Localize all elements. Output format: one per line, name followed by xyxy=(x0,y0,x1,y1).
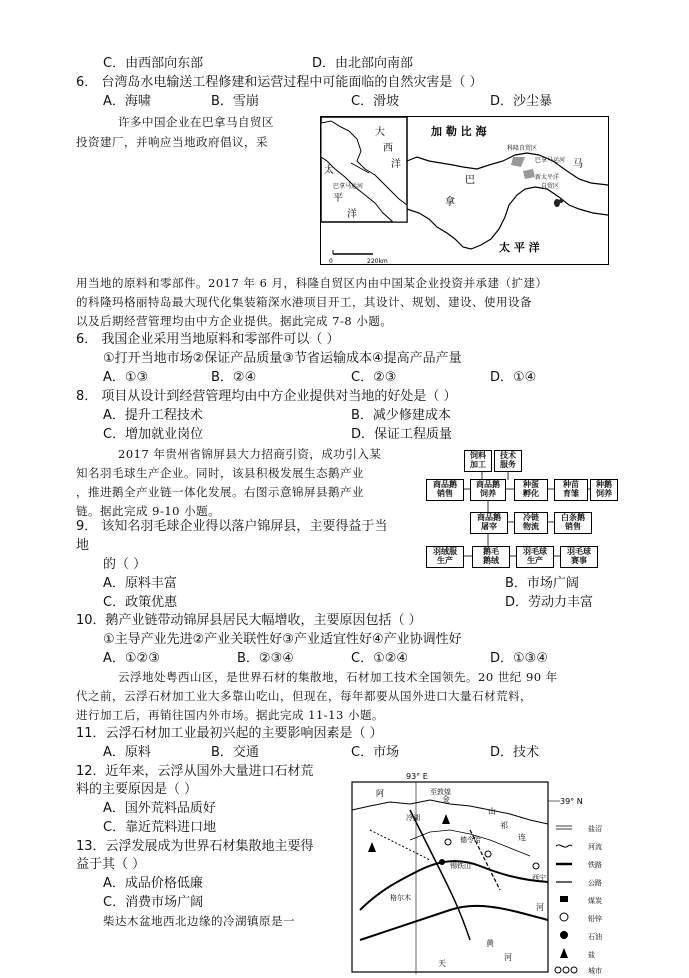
q6b-option-d: D．①④ xyxy=(490,370,537,385)
q6b-items: ①打开当地市场②保证产品质量③节省运输成本④提高产品产量 xyxy=(103,351,462,366)
stone-passage-line1: 云浮地处粤西山区，是世界石材的集散地，石材加工技术全国领先。20 世纪 90 年 xyxy=(118,670,558,684)
panama-map xyxy=(320,116,609,265)
place-dunhuang: 至敦煌 xyxy=(430,788,451,796)
q6-option-b: B．雪崩 xyxy=(211,94,259,109)
pacific-label: 太 平 洋 xyxy=(499,241,540,254)
q10-items: ①主导产业先进②产业关联性好③产业适宜性好④产业协调性好 xyxy=(103,632,462,647)
pacific-left-3: 洋 xyxy=(347,209,357,220)
new-pacific-label-2: 自贸区 xyxy=(541,183,560,190)
q12-stem-1: 12．近年来，云浮从国外大量进口石材荒 xyxy=(76,764,314,779)
legend-salt-symbol xyxy=(560,948,568,958)
q8-option-a: A．提升工程技术 xyxy=(103,408,203,423)
q6b-option-b: B．②④ xyxy=(211,370,257,385)
q9-stem-2: 地 xyxy=(76,538,90,553)
goose-passage-line2: 知名羽毛球生产企业。同时，该县积极发展生态鹅产业 xyxy=(76,466,364,480)
atlantic-label-3: 洋 xyxy=(391,159,401,170)
map-char-5: 连 xyxy=(518,833,526,842)
q9-option-a: A．原料丰富 xyxy=(103,576,177,591)
map-char-2: 金 xyxy=(442,795,450,804)
q6-stem: 6． 台湾岛水电输送工程修建和运营过程中可能面临的自然灾害是（ ） xyxy=(76,75,483,90)
q10-stem: 10．鹅产业链带动锦屏县居民大幅增收，主要原因包括（ ） xyxy=(76,613,422,628)
goose-passage-line4: 链。据此完成 9-10 小题。 xyxy=(76,504,221,518)
lat-label: 39° N xyxy=(560,797,583,806)
q12-option-a: A．国外荒料品质好 xyxy=(103,801,216,816)
legend-river: 河流 xyxy=(588,843,602,851)
flow-ball: 羽毛球 生产 xyxy=(516,546,554,568)
atlantic-label-2: 西 xyxy=(383,143,393,154)
prev-option-d: D．由北部向南部 xyxy=(312,56,414,71)
q12-option-c: C．靠近荒料进口地 xyxy=(103,820,217,835)
map-char-8: 河 xyxy=(504,953,512,962)
q13-stem-1: 13．云浮发展成为世界石材集散地主要得 xyxy=(76,839,314,854)
q8-option-d: D．保证工程质量 xyxy=(351,427,453,442)
qaidam-passage-line1: 柴达木盆地西北边缘的冷湖镇原是一 xyxy=(103,914,295,928)
legend-salt-marsh: 盐沼 xyxy=(588,825,602,833)
legend-city: 城市 xyxy=(588,967,602,974)
q6-option-c: C．滑坡 xyxy=(351,94,400,109)
q6b-stem: 6． 我国企业采用当地原料和零部件可以（ ） xyxy=(76,332,340,347)
q9-stem-3: 的（ ） xyxy=(103,557,147,572)
q10-option-d: D．①③④ xyxy=(490,651,548,666)
q13-stem-2: 益于其（ ） xyxy=(76,857,146,872)
q13-option-a: A．成品价格低廉 xyxy=(103,876,203,891)
q8-stem: 8． 项目从设计到经营管理均由中方企业提供对当地的好处是（ ） xyxy=(76,389,457,404)
q9-option-b: B．市场广阔 xyxy=(505,576,579,591)
legend-city-symbol xyxy=(555,967,561,973)
q9-option-c: C．政策优惠 xyxy=(103,595,178,610)
q8-option-c: C．增加就业岗位 xyxy=(103,427,204,442)
scale-label: 220km xyxy=(367,258,388,264)
q10-option-b: B．②③④ xyxy=(237,651,294,666)
country-label-3: 马 xyxy=(573,159,583,170)
colon-label: 科隆自贸区 xyxy=(507,145,538,152)
atlantic-label-1: 大 xyxy=(375,127,385,138)
flow-tech: 技术 服务 xyxy=(494,450,522,472)
goose-passage-line3: ，推进鹅全产业链一体化发展。右图示意锦屏县鹅产业 xyxy=(76,485,364,499)
canal-label: 巴拿马运河 xyxy=(535,157,566,164)
legend-oil-symbol xyxy=(560,931,568,939)
legend-coal-symbol xyxy=(560,896,568,902)
panama-passage-line2: 投资建厂，并响应当地政府倡议，采 xyxy=(76,135,268,149)
legend-oil: 石油 xyxy=(588,933,602,941)
map-char-7: 黄 xyxy=(486,939,494,948)
qaidam-map xyxy=(350,770,612,974)
flow-cold: 冷链 物流 xyxy=(514,512,548,534)
q9-option-d: D．劳动力丰富 xyxy=(505,595,594,610)
q10-option-a: A．①②③ xyxy=(103,651,160,666)
flow-sales: 商品鹅 销售 xyxy=(426,479,464,501)
q11-stem: 11．云浮石材加工业最初兴起的主要影响因素是（ ） xyxy=(76,726,383,741)
place-delingha: 德令哈 xyxy=(460,836,481,844)
goose-industry-flowchart xyxy=(422,446,618,576)
legend-railway: 铁路 xyxy=(588,861,602,869)
map-char-1: 阿 xyxy=(376,789,384,798)
legend-river-symbol xyxy=(556,845,572,847)
q8-option-b: B．减少修建成本 xyxy=(351,408,451,423)
scale-zero: 0 xyxy=(329,258,333,264)
flow-feed: 饲料 加工 xyxy=(464,450,492,472)
legend-road: 公路 xyxy=(588,879,602,887)
place-xining: 西宁 xyxy=(532,874,546,882)
flow-whitegoose: 白条鹅 销售 xyxy=(554,512,592,534)
flow-parent: 种鹅 饲养 xyxy=(590,479,618,501)
country-label-2: 拿 xyxy=(445,197,455,208)
q6b-option-a: A．①③ xyxy=(103,370,149,385)
pacific-left-1: 太 xyxy=(324,165,334,176)
panama-passage-line3: 用当地的原料和零部件。2017 年 6 月，科隆自贸区内由中国某企业投资并承建（扩建） xyxy=(76,276,548,290)
flow-down: 羽绒服 生产 xyxy=(426,546,464,568)
legend-coal: 煤炭 xyxy=(588,897,602,905)
q11-option-d: D．技术 xyxy=(490,745,540,760)
lon-label: 93° E xyxy=(406,772,428,781)
pacific-left-2: 平 xyxy=(333,193,343,204)
flow-event: 羽毛球 赛事 xyxy=(560,546,598,568)
q11-option-b: B．交通 xyxy=(211,745,259,760)
map-char-6: 天 xyxy=(438,959,446,968)
q6-option-d: D．沙尘暴 xyxy=(490,94,553,109)
stone-passage-line2: 代之前，云浮石材加工业大多靠山吃山，但现在，每年都要从国外进口大量石材荒料， xyxy=(76,689,532,703)
country-label-1: 巴 xyxy=(465,175,475,186)
panama-passage-line5: 以及后期经营管理均由中方企业提供。据此完成 7-8 小题。 xyxy=(76,314,393,328)
place-xitieshan: 锡铁山 xyxy=(450,862,471,870)
flow-raise: 商品鹅 饲养 xyxy=(470,479,506,501)
q12-stem-2: 料的主要原因是（ ） xyxy=(76,782,198,797)
q11-option-c: C．市场 xyxy=(351,745,400,760)
panama-passage-line1: 许多中国企业在巴拿马自贸区 xyxy=(118,115,274,129)
place-golmud: 格尔木 xyxy=(390,894,411,902)
prev-option-c: C．由西部向东部 xyxy=(103,56,204,71)
flow-breed: 种苗 育雏 xyxy=(554,479,588,501)
q9-stem-1: 9． 该知名羽毛球企业得以落户锦屏县，主要得益于当 xyxy=(76,519,388,534)
flow-slaughter: 商品鹅 屠宰 xyxy=(470,512,508,534)
caribbean-label: 加 勒 比 海 xyxy=(431,125,487,138)
stone-passage-line3: 进行加工后，再销往国内外市场。据此完成 11-13 小题。 xyxy=(76,708,384,722)
q6b-option-c: C．②③ xyxy=(351,370,397,385)
map-char-3: 山 xyxy=(488,807,496,816)
map-char-4: 祁 xyxy=(500,821,508,830)
legend-leadzinc: 铅锌 xyxy=(588,915,602,923)
place-lenghu: 冷湖 xyxy=(406,814,420,822)
legend-salt: 盐 xyxy=(588,951,595,959)
legend-salt-marsh-symbol xyxy=(556,826,572,829)
inset-canal-label: 巴拿马运河 xyxy=(333,183,364,190)
q13-option-c: C．消费市场广阔 xyxy=(103,895,204,910)
flow-hatch: 种蛋 孵化 xyxy=(514,479,548,501)
flow-feather: 鹅毛 鹅绒 xyxy=(472,546,510,568)
q11-option-a: A．原料 xyxy=(103,745,151,760)
goose-passage-line1: 2017 年贵州省锦屏县大力招商引资，成功引入某 xyxy=(118,447,382,461)
map-char-9: 河 xyxy=(536,903,544,912)
new-pacific-label-1: 新太平洋 xyxy=(535,174,560,181)
q10-option-c: C．①②④ xyxy=(351,651,409,666)
legend-leadzinc-symbol xyxy=(560,913,568,921)
panama-passage-line4: 的科隆玛格丽特岛最大现代化集装箱深水港项目开工，其设计、规划、建设、使用设备 xyxy=(76,295,532,309)
q6-option-a: A．海啸 xyxy=(103,94,151,109)
